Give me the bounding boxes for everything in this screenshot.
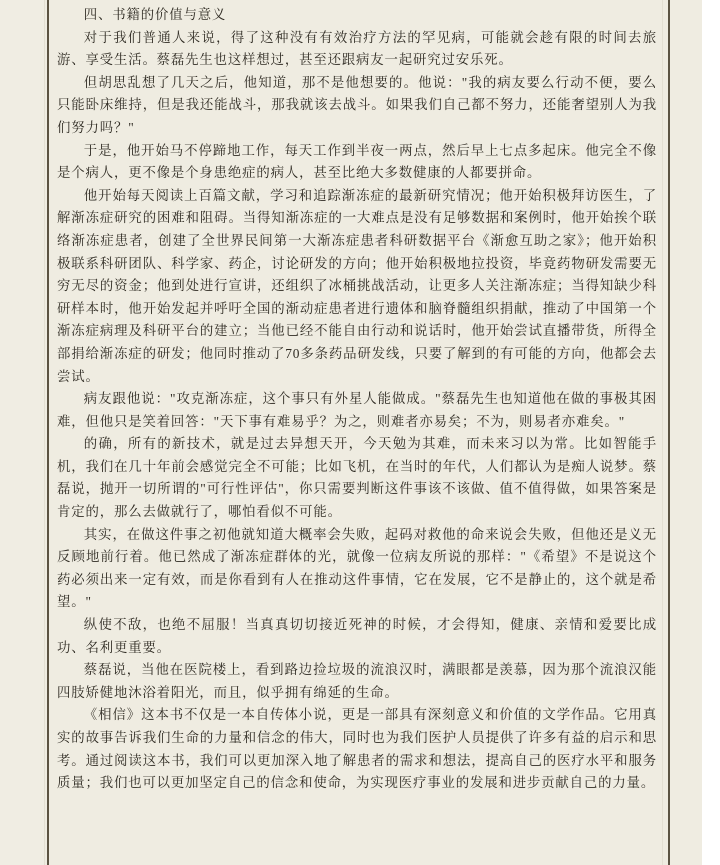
section-heading: 四、书籍的价值与意义 bbox=[83, 7, 227, 22]
body-paragraph: 纵使不敌，也绝不屈服！当真真切切接近死神的时候，才会得知，健康、亲情和爱要比成功、名利更重要。 bbox=[57, 617, 657, 655]
body-paragraph: 《相信》这本书不仅是一本自传体小说，更是一部具有深刻意义和价值的文学作品。它用真实的故事告诉我们生命的力量和信念的伟大，同时也为我们医护人员提供了许多有益的启示和思考。通过阅读这本书，我们可以更加深入地了解患者的需求和想法，提高自己的医疗水平和服务质量；我们也可以更加坚定自己的信念和使命，为实现医疗事业的发展和进步贡献自己的力量。 bbox=[57, 707, 657, 791]
right-margin-strip bbox=[670, 0, 702, 865]
left-hairline-rule bbox=[44, 0, 45, 865]
body-text-column bbox=[57, 4, 657, 861]
body-paragraph: 对于我们普通人来说，得了这种没有有效治疗方法的罕见病，可能就会趁有限的时间去旅游、享受生活。蔡磊先生也这样想过，甚至还跟病友一起研究过安乐死。 bbox=[57, 29, 657, 68]
right-hairline-rule bbox=[662, 0, 663, 865]
body-paragraph: 于是，他开始马不停蹄地工作，每天工作到半夜一两点，然后早上七点多起床。他完全不像是个病人，更不像是个身患绝症的病人，甚至比绝大多数健康的人都要拼命。 bbox=[57, 142, 657, 181]
body-paragraph: 其实，在做这件事之初他就知道大概率会失败，起码对救他的命来说会失败，但他还是义无反顾地前行着。他已然成了渐冻症群体的光，就像一位病友所说的那样："《希望》不是说这个药必须出来一定有效，而是你看到有人在推动这件事情，它在发展，它不是静止的，这个就是希望。" bbox=[57, 526, 657, 610]
body-paragraph: 但胡思乱想了几天之后，他知道，那不是他想要的。他说："我的病友要么行动不便，要么只能卧床维持，但是我还能战斗，那我就该去战斗。如果我们自己都不努力，还能奢望别人为我们努力吗？" bbox=[57, 74, 657, 135]
body-paragraph: 病友跟他说："攻克渐冻症，这个事只有外星人能做成。"蔡磊先生也知道他在做的事极其困难，但他只是笑着回答："天下事有难易乎？为之，则难者亦易矣；不为，则易者亦难矣。" bbox=[57, 391, 657, 429]
left-vertical-rule bbox=[47, 0, 49, 865]
left-margin-strip bbox=[0, 0, 44, 865]
body-paragraph: 的确，所有的新技术，就是过去异想天开，今天勉为其难，而未来习以为常。比如智能手机，我们在几十年前会感觉完全不可能；比如飞机，在当时的年代，人们都认为是痴人说梦。蔡磊说，抛开一切所谓的"可行性评估"，你只需要判断这件事该不该做、值不值得做，如果答案是肯定的，那么去做就行了，哪怕看似不可能。 bbox=[57, 436, 657, 520]
body-paragraph: 他开始每天阅读上百篇文献，学习和追踪渐冻症的最新研究情况；他开始积极拜访医生，了解渐冻症研究的困难和阻碍。当得知渐冻症的一大难点是没有足够数据和案例时，他开始挨个联络渐冻症患者，创建了全世界民间第一大渐冻症患者科研数据平台《渐愈互助之家》；他开始积极联系科研团队、科学家、药企，讨论研发的方向；他开始积极地拉投资，毕竟药物研发需要无穷无尽的资金；他到处进行宣讲，还组织了冰桶挑战活动，让更多人关注渐冻症；当得知缺少科研样本时，他开始发起并呼吁全国的渐动症患者进行遗体和脑脊髓组织捐献，推动了中国第一个渐冻症病理及科研平台的建立；当他已经不能自由行动和说话时，他开始尝试直播带货，所得全部捐给渐冻症的研发；他同时推动了70多条药品研发线，只要了解到的有可能的方向，他都会去尝试。 bbox=[57, 187, 657, 384]
body-paragraph: 蔡磊说，当他在医院楼上，看到路边捡垃圾的流浪汉时，满眼都是羡慕，因为那个流浪汉能四肢矫健地沐浴着阳光，而且，似乎拥有绵延的生命。 bbox=[57, 662, 657, 700]
